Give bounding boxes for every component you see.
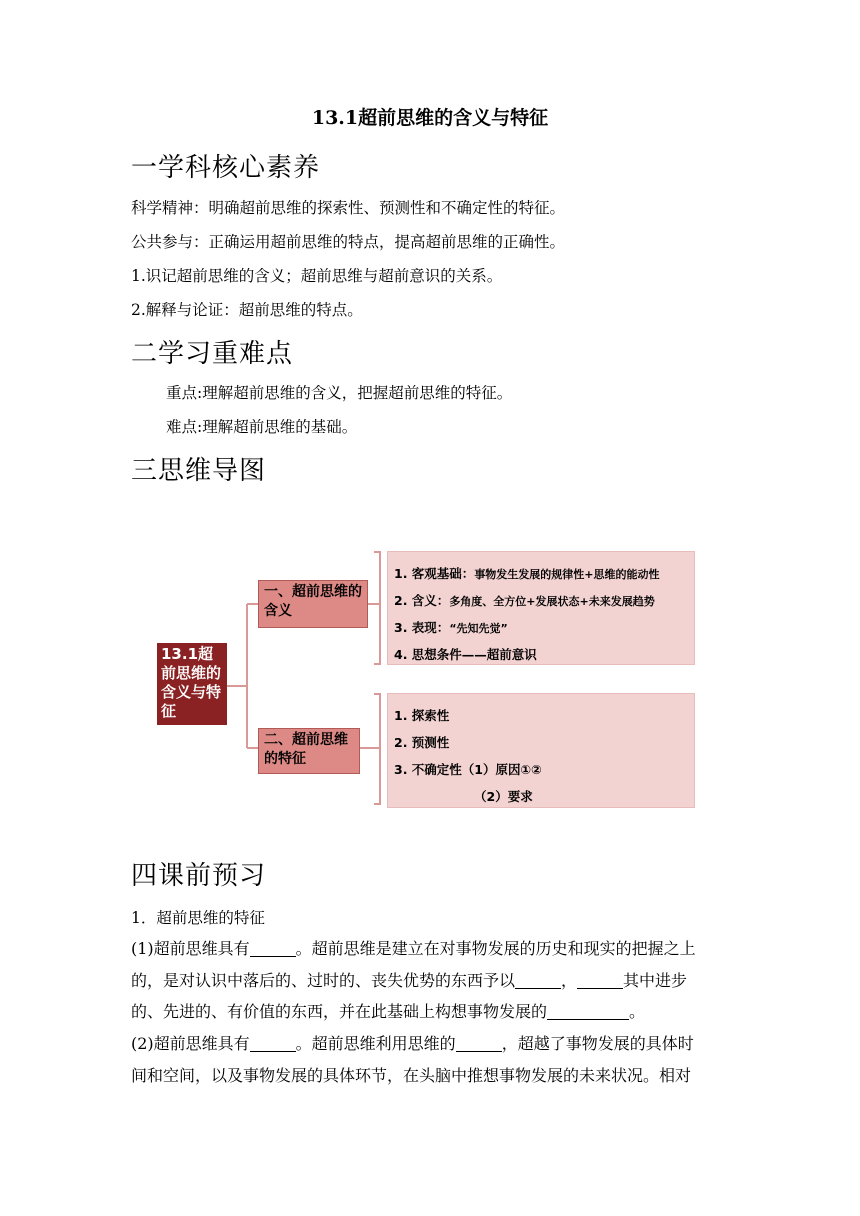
mind-map-item: 3. 不确定性（1）原因①② [394,762,542,777]
preview-paragraph-1: (1)超前思维具有 。超前思维是建立在对事物发展的历史和现实的把握之上 的，是对认识中落后的、过时的、丧失优势的东西予以 ， 其中进步 的、先进的、有价值的东西，并在此基础上构想事物发展的 。 [131,939,696,1021]
mind-map-item: 2. 预测性 [394,735,450,750]
fill-blank[interactable] [547,1003,629,1020]
fill-blank[interactable] [577,972,623,989]
mind-map-item: 3. 表现：“先知先觉” [394,620,508,635]
text-line: 公共参与：正确运用超前思维的特点，提高超前思维的正确性。 [131,233,566,251]
mind-map-root-label: 13.1超前思维的含义与特征 [161,645,222,720]
text-line: 科学精神：明确超前思维的探索性、预测性和不确定性的特征。 [131,199,566,217]
text-line: 难点:理解超前思维的基础。 [166,418,358,436]
branch-label: 一、超前思维的含义 [264,584,362,619]
text-line: 2.解释与论证：超前思维的特点。 [131,301,363,319]
text-line: 重点:理解超前思维的含义，把握超前思维的特征。 [166,384,513,402]
fill-blank[interactable] [456,1035,502,1052]
section-heading-preview: 四课前预习 [131,861,267,891]
mind-map-item: 4. 思想条件——超前意识 [394,647,537,662]
section-heading-key-points: 二学习重难点 [131,339,294,369]
page-title: 13.1超前思维的含义与特征 [311,107,549,129]
fill-blank[interactable] [515,972,561,989]
section-heading-mind-map: 三思维导图 [131,456,267,486]
branch-label: 二、超前思维的特征 [264,732,348,767]
fill-blank[interactable] [250,940,296,957]
mind-map-root [157,643,227,725]
mind-map [150,540,710,820]
mind-map-panel-features [387,693,695,808]
fill-blank[interactable] [250,1035,296,1052]
mind-map-branch-features [258,728,360,774]
mind-map-panel-meaning [387,551,695,665]
sub-heading: 1．超前思维的特征 [131,909,265,927]
mind-map-item: 1. 探索性 [394,708,450,723]
mind-map-item: （2）要求 [474,789,533,804]
mind-map-item: 1. 客观基础：事物发生发展的规律性+思维的能动性 [394,566,660,581]
section-heading-core-literacy: 一学科核心素养 [131,153,321,183]
text-line: 1.识记超前思维的含义；超前思维与超前意识的关系。 [131,267,503,285]
preview-paragraph-2: (2)超前思维具有 。超前思维利用思维的 ，超越了事物发展的具体时 间和空间，以及事物发展的具体环节，在头脑中推想事物发展的未来状况。相对 [131,1034,694,1085]
mind-map-item: 2. 含义：多角度、全方位+发展状态+未来发展趋势 [394,593,655,608]
mind-map-branch-meaning [258,580,368,628]
